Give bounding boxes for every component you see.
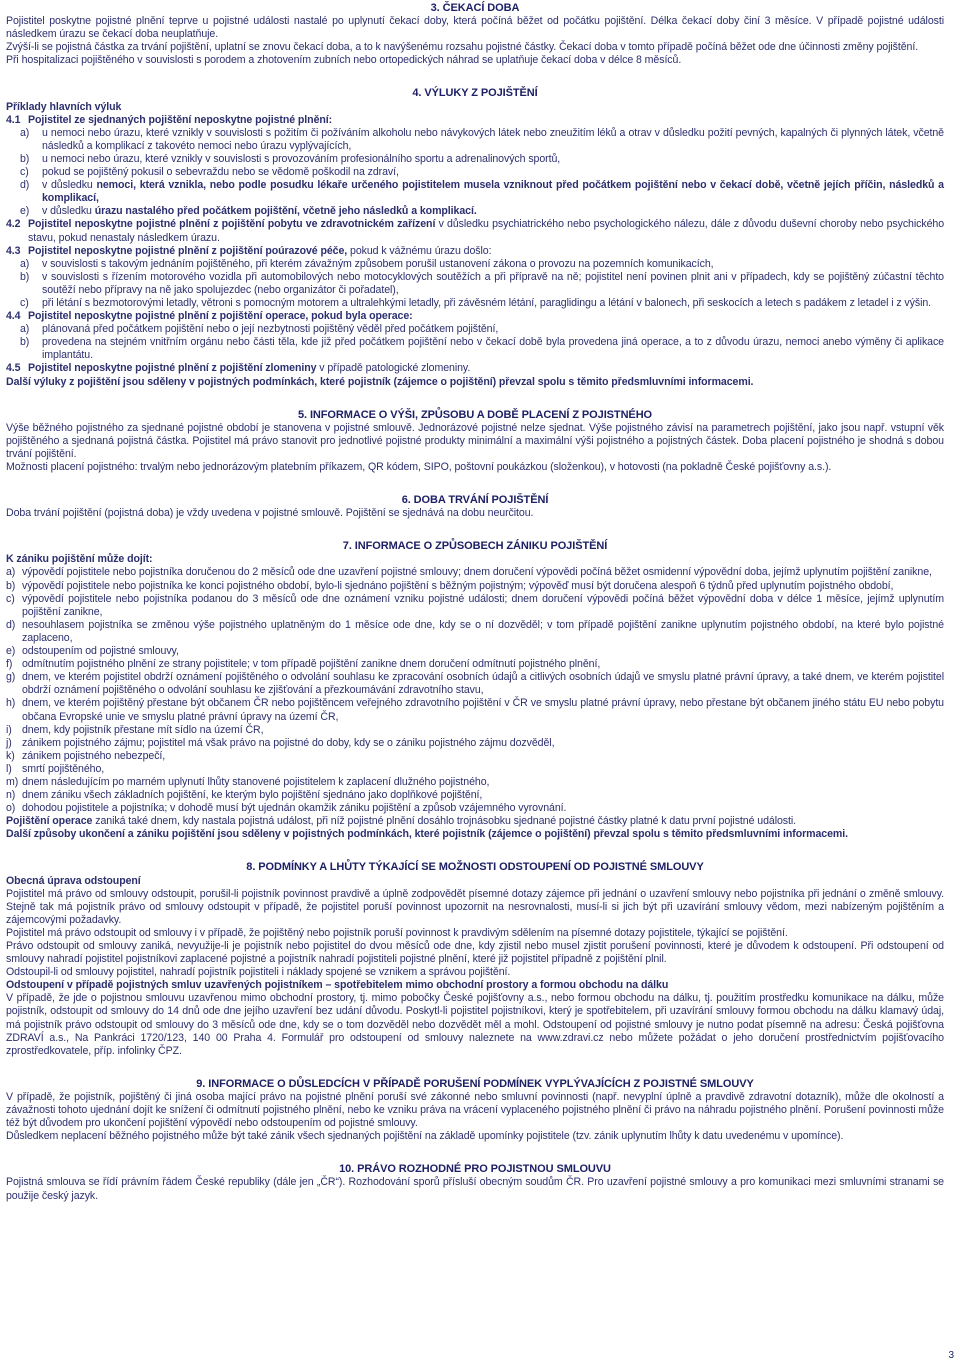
clause-text: v důsledku psychiatrického nebo psychologického nálezu, dále z důvodu duševní choroby nebo psychického stavu, pokud nenastaly následkem úrazu. — [28, 218, 945, 244]
clause-number: 4.5 — [6, 362, 21, 375]
clause-title: Pojistitel neposkytne pojistné plnění z pojištění operace, pokud byla operace: — [28, 310, 413, 323]
list-item-text: v souvislosti s řízením motorového vozidla při automobilových nebo motocyklových soutěžích a při přípravě na ně; pojistitel není povinen plnit ani v případech, kdy se pojištěný zúčastní těchto soutěží nebo přípravy na ně jako spolujezdec (nebo organizátor či pořadatel), — [42, 270, 944, 296]
section-title-premium: 5. INFORMACE O VÝŠI, ZPŮSOBU A DOBĚ PLACENÍ Z POJISTNÉHO — [297, 408, 653, 421]
list-item — [6, 619, 944, 645]
list-item — [6, 153, 944, 166]
clause-text: v případě patologické zlomeniny. — [316, 362, 471, 375]
list-item — [6, 580, 944, 593]
list-item — [6, 179, 944, 205]
termination-footer: Další způsoby ukončení a zániku pojištění jsou sděleny v pojistných podmínkách, které pojistník (zájemce o pojištění) převzal spolu s těmito předsmluvními informacemi. — [6, 828, 848, 841]
list-item-text: dnem následujícím po marném uplynutí lhůty stanovené pojistitelem k zaplacení dlužného pojistného, — [22, 775, 490, 788]
list-item — [6, 323, 944, 336]
list-marker: b) — [20, 152, 30, 165]
section-title-withdrawal: 8. PODMÍNKY A LHŮTY TÝKAJÍCÍ SE MOŽNOSTI ODSTOUPENÍ OD POJISTNÉ SMLOUVY — [246, 861, 704, 874]
clause-text: pokud k vážnému úrazu došlo: — [347, 244, 492, 257]
list-item-text: odmítnutím pojistného plnění ze strany pojistitele; v tom případě pojištění zanikne dnem doručení odmítnutí pojistného plnění, — [22, 658, 601, 671]
list-item — [6, 724, 944, 737]
paragraph: Pojistitel má právo od smlouvy odstoupit, porušil-li pojistník povinnost pravdivě a úplně zodpovědět písemné dotazy zájemce při jednání o uzavření smlouvy nebo pojistníka při jednání o změně smlouvy. Stejně tak má pojistník právo od smlouvy odstoupit v případě, že pojistitel poruší povinnost upozornit na nesrovnalosti, musí-li si jich být při uzavírání smlouvy vědom, mezi nabízeným pojištěním a zájemcovými požadavky. — [6, 887, 944, 926]
subheading: Příklady hlavních výluk — [6, 100, 122, 113]
list-item — [6, 127, 944, 153]
paragraph: Důsledkem neplacení běžného pojistného může být také zánik všech sjednaných pojištění na základě upomínky pojistitele (tzv. zánik uplynutím lhůty k datu uvedenému v upomínce). — [6, 1130, 844, 1143]
paragraph: Doba trvání pojištění (pojistná doba) je vždy uvedena v pojistné smlouvě. Pojištění se sjednává na dobu neurčitou. — [6, 507, 534, 520]
list-marker: b) — [6, 579, 16, 592]
list-item-text: výpovědí pojistitele nebo pojistníka podanou do 3 měsíců ode dne oznámení vzniku pojistné události; dnem doručení výpovědi počíná běžet výpovědní doba v délce 1 měsíce, jejímž uplynutím pojištění zanikne, — [22, 592, 944, 618]
list-item-text: zánikem pojistného zájmu; pojistitel má však právo na pojistné do doby, kdy se o zániku pojistného zájmu dozvěděl, — [22, 736, 555, 749]
list-item-bold: úrazu nastalého před počátkem pojištění, včetně jeho následků a komplikací. — [94, 205, 477, 218]
list-marker: m) — [6, 775, 19, 788]
paragraph: Zvýší-li se pojistná částka za trvání pojištění, uplatní se znovu čekací doba, a to k navýšenému rozsahu pojistné částky. Čekací doba v tomto případě počíná běžet ode dne účinnosti změny pojištění. — [6, 41, 919, 54]
paragraph: Při hospitalizaci pojištěného v souvislosti s porodem a zhotovením zubních nebo ortopedických náhrad se uplatňuje čekací doba v délce 8 měsíců. — [6, 54, 682, 67]
paragraph — [6, 815, 944, 828]
list-item-text: smrtí pojištěného, — [22, 762, 105, 775]
paragraph: Možnosti placení pojistného: trvalým nebo jednorázovým platebním příkazem, QR kódem, SIPO, poštovní poukázkou (složenkou), v hotovosti (na pokladně České pojišťovny a.s.). — [6, 461, 832, 473]
list-item — [6, 566, 944, 579]
paragraph: Odstoupil-li od smlouvy pojistitel, nahradí pojistník pojistiteli i náklady spojené se vznikem a správou pojištění. — [6, 966, 511, 979]
subheading: Odstoupení v případě pojistných smluv uzavřených pojistníkem – spotřebitelem mimo obchodní prostory a formou obchodu na dálku — [6, 979, 669, 992]
document-page — [6, 2, 944, 1203]
list-item-text: výpovědí pojistitele nebo pojistníka ke konci pojistného období, bylo-li sjednáno pojištění s běžným pojistným; výpověď musí být doručena alespoň 6 týdnů před uplynutím pojistného období, — [22, 579, 894, 592]
section-title-waiting-period: 3. ČEKACÍ DOBA — [430, 2, 520, 14]
list-marker: f) — [6, 658, 13, 671]
list-marker: l) — [6, 762, 12, 775]
paragraph: Pojistitel poskytne pojistné plnění teprve u pojistné události nastalé po uplynutí čekací doby, která počíná běžet od počátku pojištění. Délka čekací doby činí 3 měsíce. V případě pojistné události následkem úrazu se čekací doba neuplatňuje. — [6, 15, 944, 41]
bold-lead: Pojištění operace — [6, 815, 93, 828]
list-marker: b) — [20, 336, 30, 349]
list-item — [6, 336, 944, 362]
paragraph: Pojistitel má právo odstoupit od smlouvy i v případě, že pojištěný nebo pojistník poruší povinnost k pravdivým sdělením na písemné dotazy pojistitele, týkající se pojištění. — [6, 926, 788, 939]
list-item — [6, 750, 944, 763]
list-marker: h) — [6, 697, 16, 710]
list-item — [6, 258, 944, 271]
list-item-text: provedena na stejném vnitřním orgánu nebo části těla, kde již před počátkem pojištění nebo v čekací době byla provedena jiná operace, a to z důvodu úrazu, nemoci anebo výměny či aplikace implantátu. — [42, 336, 944, 362]
list-item-text: dohodou pojistitele a pojistníka; v dohodě musí být ujednán okamžik zániku pojištění a způsob vzájemného vyrovnání. — [22, 802, 567, 815]
clause-number: 4.3 — [6, 244, 21, 257]
list-item — [6, 658, 944, 671]
list-item-text: v důsledku — [42, 179, 97, 192]
list-marker: d) — [20, 179, 30, 192]
list-item — [6, 697, 944, 723]
clause-4-3-list — [6, 258, 944, 310]
list-marker: k) — [6, 749, 15, 762]
clause-title: Pojistitel neposkytne pojistné plnění z pojištění poúrazové péče, — [28, 244, 348, 257]
list-item — [6, 593, 944, 619]
clause-4-2 — [6, 218, 944, 244]
section-title-breach: 9. INFORMACE O DŮSLEDCÍCH V PŘÍPADĚ PORUŠENÍ PODMÍNEK VYPLÝVAJÍCÍCH Z POJISTNÉ SMLOUVY — [196, 1077, 754, 1090]
section-title-exclusions: 4. VÝLUKY Z POJIŠTĚNÍ — [412, 87, 538, 100]
list-marker: n) — [6, 789, 16, 802]
list-marker: c) — [6, 592, 15, 605]
list-item-text: dnem, ve kterém pojistitel obdrží oznámení pojištěného o odvolání souhlasu ke zpracování osobních údajů a citlivých osobních údajů ve smyslu platné právní úpravy, a také dnem, ve kterém pojistitel obdrží oznámení pojištěného o odvolání souhlasu ke zjišťování a přezkoumávání zdravotního stavu, — [22, 671, 944, 697]
clause-number: 4.2 — [6, 218, 21, 231]
list-item-text: pokud se pojištěný pokusil o sebevraždu nebo se vědomě poškodil na zdraví, — [42, 166, 399, 179]
list-item-text: u nemoci nebo úrazu, které vznikly v souvislosti s požitím či požíváním alkoholu nebo návykových látek nebo zneužitím léků a otrav v důsledku požití pevných, kapalných či plynných látek, včetně následků a komplikací z takovéto nemoci nebo úrazu vyplývajících, — [42, 126, 944, 152]
list-marker: d) — [6, 618, 16, 631]
clause-4-1-list — [6, 127, 944, 179]
list-marker: a) — [6, 566, 16, 579]
clause-4-3 — [6, 245, 944, 258]
clause-number: 4.4 — [6, 310, 21, 323]
list-marker: a) — [20, 323, 30, 336]
section-title-termination: 7. INFORMACE O ZPŮSOBECH ZÁNIKU POJIŠTĚNÍ — [342, 540, 608, 553]
list-item-text: odstoupením od pojistné smlouvy, — [22, 645, 179, 658]
page-number: 3 — [948, 1350, 954, 1361]
clause-4-4 — [6, 310, 944, 323]
paragraph: Právo odstoupit od smlouvy zaniká, nevyužije-li je pojistník nebo pojistitel do dvou měsíců ode dne, kdy zjistil nebo musel zjistit porušení povinnosti, které je důvodem k odstoupení. Při odstoupení od smlouvy nahradí pojistitel pojistníkovi zaplacené pojistné a pojistník nahradí pojistiteli pojistné plnění, které již pojistitel případně z pojištění plnil. — [6, 940, 944, 966]
list-marker: b) — [20, 270, 30, 283]
list-item — [6, 776, 944, 789]
list-item — [6, 671, 944, 697]
list-item — [6, 789, 944, 802]
list-item-text: u nemoci nebo úrazu, které vznikly v souvislosti s provozováním profesionálního sportu a adrenalinových sportů, — [42, 152, 561, 165]
clause-number: 4.1 — [6, 113, 21, 126]
subheading: Obecná úprava odstoupení — [6, 874, 141, 887]
termination-list — [6, 566, 944, 815]
list-marker: a) — [20, 126, 30, 139]
paragraph: V případě, že pojistník, pojištěný či jiná osoba mající právo na pojistné plnění poruší své zákonné nebo smluvní povinnosti (např. nevyplní úplně a pravdivě zdravotní dotazník), může dle okolností a závažnosti tohoto ujednání dojít ke snížení či odmítnutí pojistného plnění, nebo ke vzniku práva na vrácení vyplaceného pojistného plnění či právo na náhradu pojistného plnění. Porušení povinnosti může též být důvodem pro ukončení pojištění výpovědí nebo odstoupením od pojistné smlouvy. — [6, 1090, 944, 1130]
clause-4-4-list — [6, 323, 944, 362]
list-item-text: dnem, ve kterém pojištěný přestane být občanem ČR nebo pojištěncem veřejného zdravotního pojištění v ČR ve smyslu platné právní úpravy, nebo přestane být občanem jiného státu EU nebo pobytu občana Evropské unie ve smyslu platné právní úpravy na území ČR, — [22, 697, 944, 723]
exclusions-footer: Další výluky z pojištění jsou sděleny v pojistných podmínkách, které pojistník (zájemce o pojištění) převzal spolu s těmito předsmluvními informacemi. — [6, 375, 754, 388]
list-marker: g) — [6, 671, 16, 684]
list-item — [6, 166, 944, 179]
paragraph: Výše běžného pojistného za sjednané pojistné období je stanovena v pojistné smlouvě. Jednorázové pojistné nelze sjednat. Výše pojistného závisí na parametrech pojištění, jako jsou např. vstupní věk pojištěného a sjednaná pojistná částka. Pojistitel má právo stanovit pro jednotlivé pojistné produkty minimální a maximální výši pojistného a pojistných částek. Doba placení pojistného je shodná s dobou trvání pojištění. — [6, 421, 944, 460]
list-item — [6, 645, 944, 658]
list-marker: a) — [20, 257, 30, 270]
list-item-bold: nemoci, která vznikla, nebo podle posudku lékaře určeného pojistitelem musela vzniknout před počátkem pojištění nebo v čekací době, včetně jejích příčin, následků a komplikací, — [42, 179, 944, 205]
clause-title: Pojistitel neposkytne pojistné plnění z pojištění zlomeniny — [28, 362, 317, 375]
list-item-text: při létání s bezmotorovými letadly, větroni s pomocným motorem a ultralehkými letadly, při závěsném létání, paraglidingu a létání v balonech, při seskocích a letech s padákem z letadel i z výšin. — [42, 296, 932, 309]
list-item — [6, 297, 944, 310]
clause-4-1 — [6, 114, 944, 127]
clause-title: Pojistitel ze sjednaných pojištění neposkytne pojistné plnění: — [28, 113, 333, 126]
list-item-text: dnem zániku všech základních pojištění, ke kterým bylo pojištění sjednáno jako doplňkové pojištění, — [22, 789, 483, 802]
list-marker: e) — [20, 205, 30, 218]
list-item — [6, 271, 944, 297]
list-item-text: nesouhlasem pojistníka se změnou výše pojistného uplatněným do 1 měsíce ode dne, kdy se o ní dozvěděl; v tom případě pojištění zanikne uplynutím pojistného období, na které bylo pojistné zaplaceno, — [22, 618, 944, 644]
subheading: K zániku pojištění může dojít: — [6, 553, 153, 566]
list-item-text: výpovědí pojistitele nebo pojistníka doručenou do 2 měsíců ode dne uzavření pojistné smlouvy; dnem doručení výpovědi počíná běžet osmidenní výpovědní doba, jejímž uplynutím pojištění zanikne, — [22, 566, 932, 579]
list-item-text: zánikem pojistného nebezpečí, — [22, 749, 166, 762]
list-item-text: v souvislosti s takovým jednáním pojištěného, při kterém závažným způsobem porušil ustanovení zákona o provozu na pozemních komunikacích, — [42, 257, 714, 270]
section-title-duration: 6. DOBA TRVÁNÍ POJIŠTĚNÍ — [401, 494, 549, 507]
list-item — [6, 763, 944, 776]
section-title-law: 10. PRÁVO ROZHODNÉ PRO POJISTNOU SMLOUVU — [339, 1163, 611, 1176]
paragraph: V případě, že jde o pojistnou smlouvu uzavřenou mimo obchodní prostory, tj. mimo pobočky České pojišťovny a.s., nebo formou obchodu na dálku, tj. použitím prostředku komunikace na dálku, může pojistník, odstoupit od smlouvy do 14 dnů ode dne jejího uzavření bez udání důvodu. Poskytl-li pojistitel pojistníkovi, který je spotřebitelem, při uzavírání smlouvy formou obchodu na dálku klamavý údaj, má pojistník právo odstoupit od smlouvy do 3 měsíců ode dne, kdy se o tom dozvěděl nebo dozvědět měl a mohl. Odstoupení od pojistné smlouvy je nutno podat písemně na adresu: Česká pojišťovna ZDRAVÍ a.s., Na Pankráci 1720/123, 140 00 Praha 4. Formulář pro odstoupení od smlouvy naleznete na www.zdravi.cz nebo můžete požádat o jeho doručení prostřednictvím pojišťovacího zprostředkovatele, příp. infolinky ČPZ. — [6, 992, 944, 1057]
clause-4-5 — [6, 362, 944, 375]
list-marker: i) — [6, 723, 12, 736]
list-item-text: dnem, kdy pojistník přestane mít sídlo na území ČR, — [22, 723, 264, 736]
list-marker: j) — [6, 736, 12, 749]
paragraph: Pojistná smlouva se řídí právním řádem České republiky (dále jen „ČR“). Rozhodování sporů přísluší obecným soudům ČR. Pro uzavření pojistné smlouvy a pro komunikaci mezi smluvními stranami se použije český jazyk. — [6, 1176, 944, 1202]
list-item — [6, 737, 944, 750]
list-marker: e) — [6, 645, 16, 658]
list-item — [6, 205, 944, 218]
list-marker: c) — [20, 296, 29, 309]
clause-title: Pojistitel neposkytne pojistné plnění z pojištění pobytu ve zdravotnickém zařízení — [28, 218, 436, 231]
list-item — [6, 802, 944, 815]
paragraph-text: zaniká také dnem, kdy nastala pojistná událost, při níž pojistné plnění dosáhlo trojnásobku sjednané pojistné částky platné k datu první pojistné události. — [92, 815, 797, 828]
list-item-text: plánovaná před počátkem pojištění nebo o její nezbytnosti pojištěný věděl před počátkem pojištění, — [42, 323, 499, 336]
list-marker: o) — [6, 802, 16, 815]
list-item-text: v důsledku — [42, 205, 95, 218]
list-marker: c) — [20, 166, 29, 179]
